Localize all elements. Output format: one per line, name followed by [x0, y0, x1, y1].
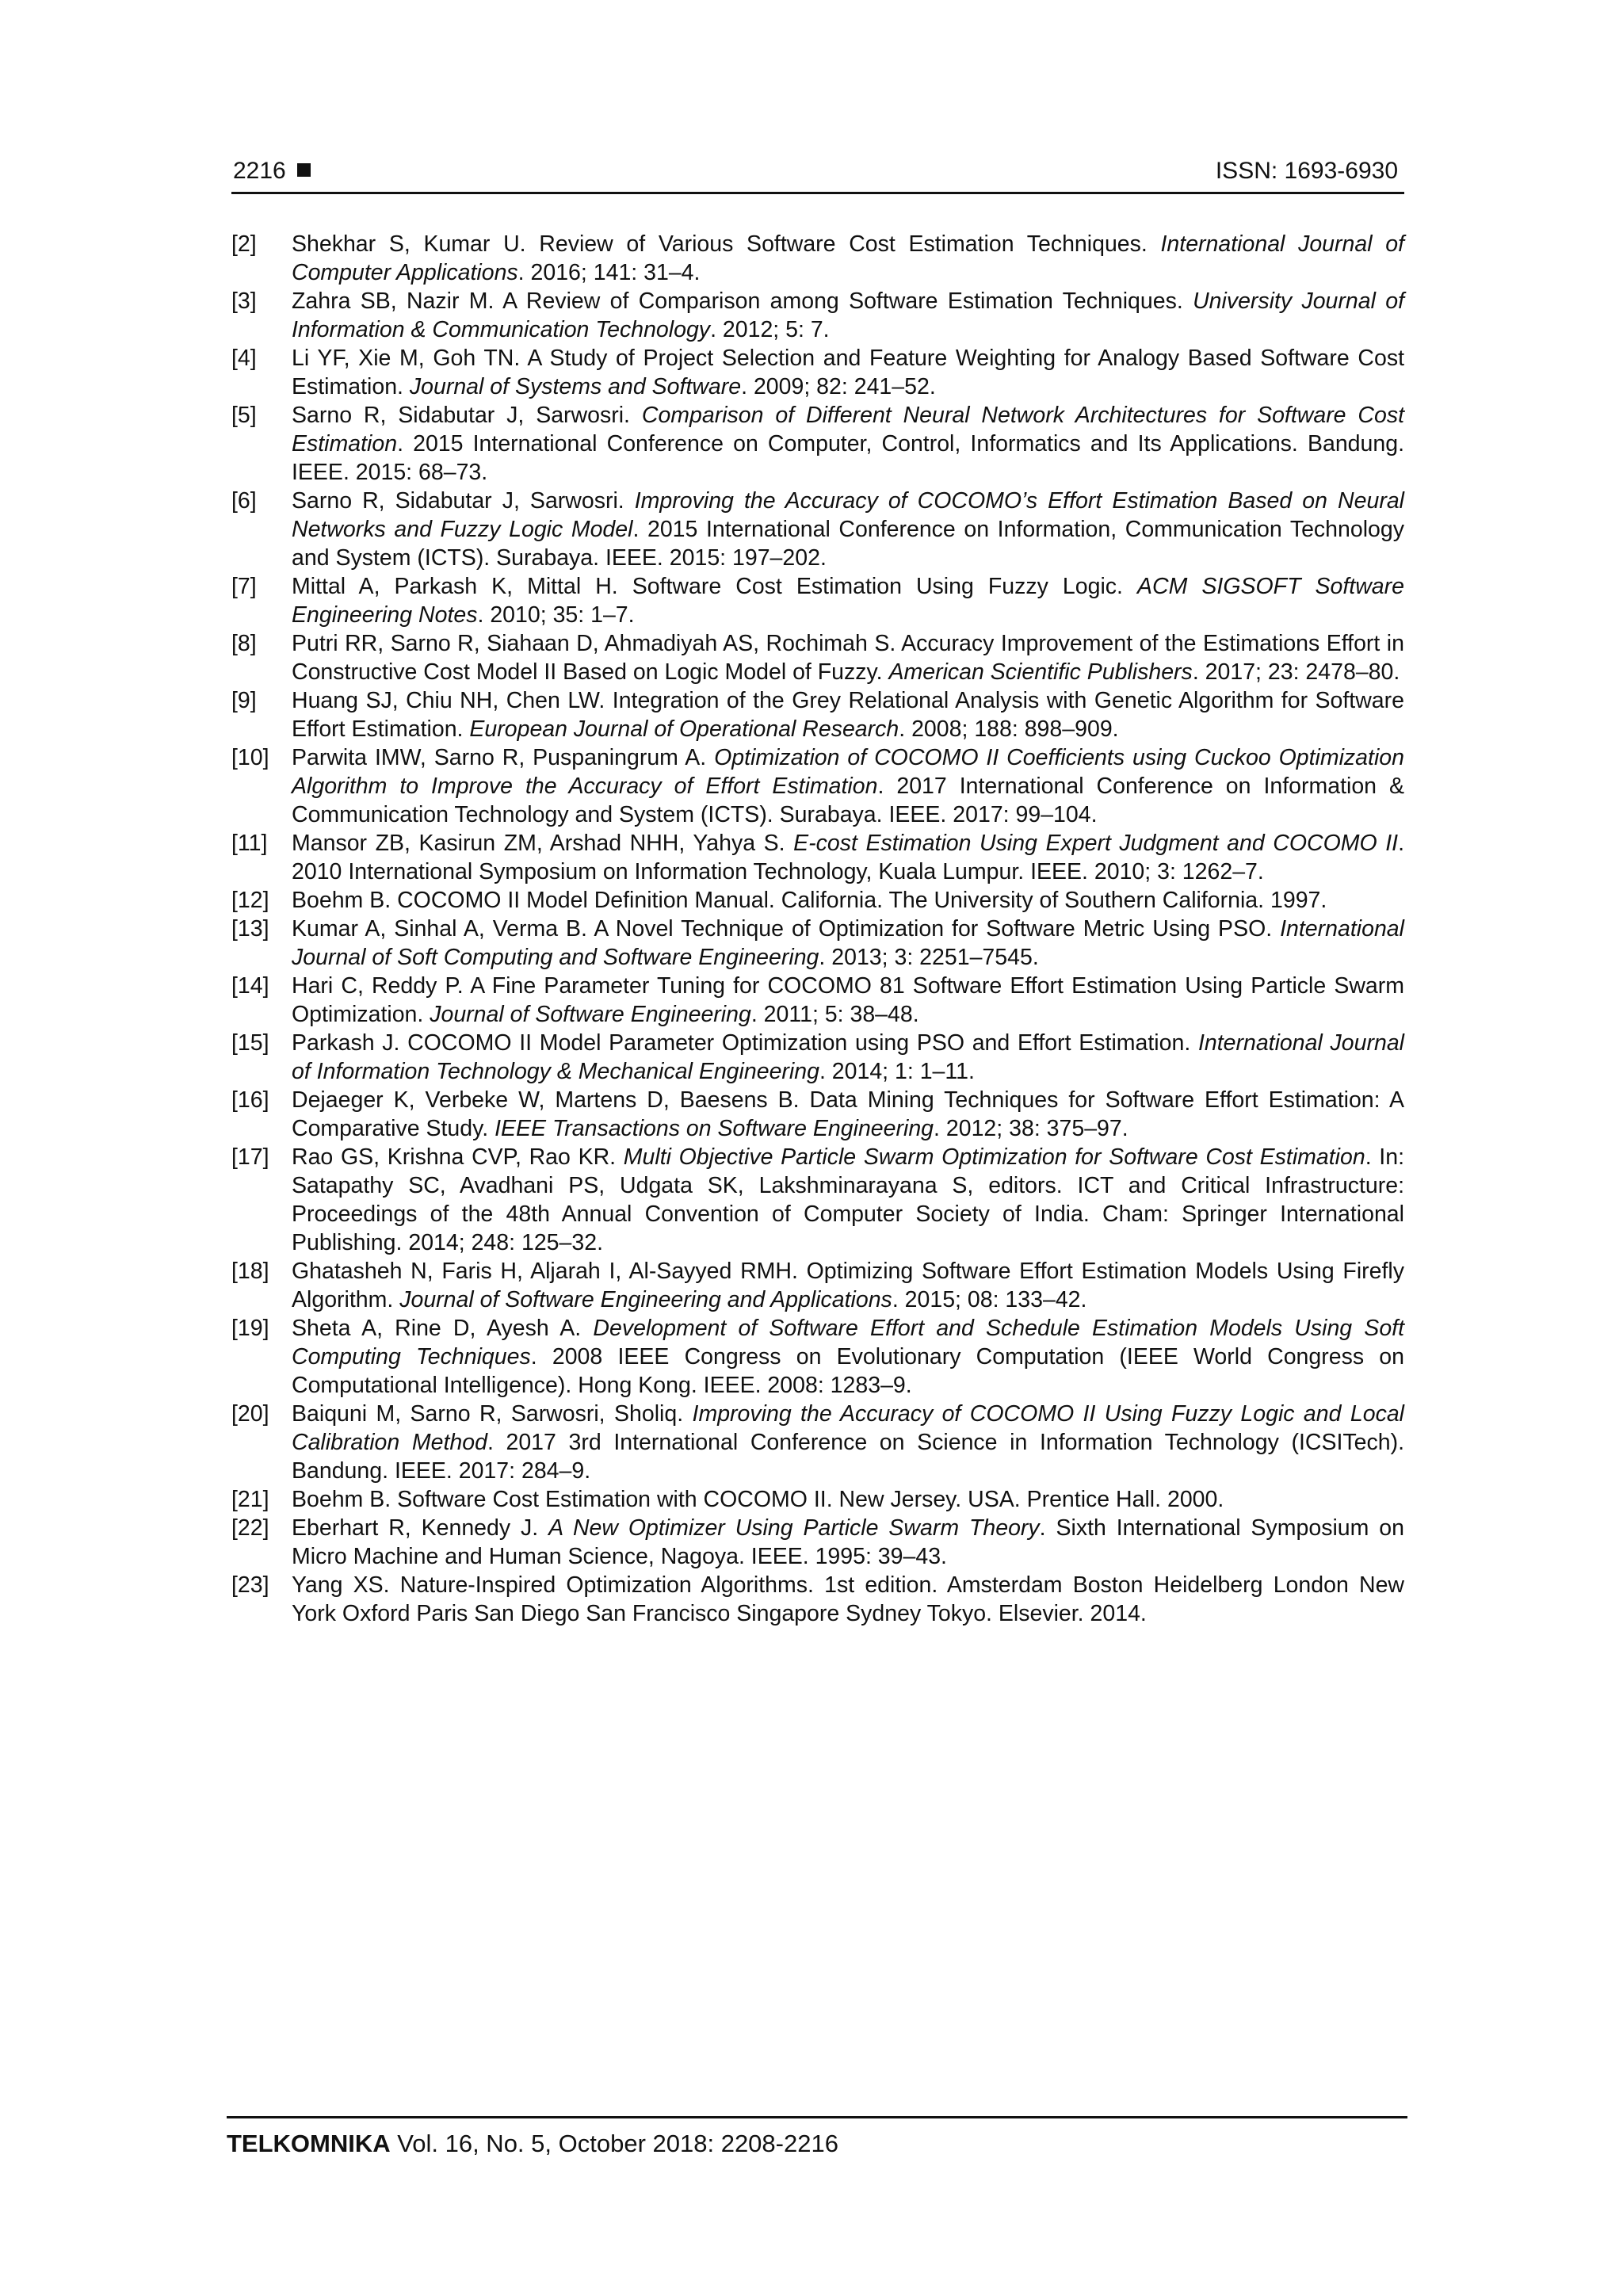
reference-number: [11]	[231, 831, 268, 856]
reference-number: [18]	[231, 1259, 269, 1284]
reference-italic-source: Multi Objective Particle Swarm Optimization for Software Cost Estimation	[623, 1144, 1365, 1170]
reference-text	[292, 1485, 1404, 1514]
reference-authors-title: Shekhar S, Kumar U. Review of Various Software Cost Estimation Techniques.	[292, 231, 1161, 257]
reference-text	[292, 230, 1404, 287]
reference-number: [5]	[231, 403, 257, 428]
reference-number: [9]	[231, 688, 257, 713]
reference-text	[292, 487, 1404, 572]
reference-text	[292, 572, 1404, 629]
reference-text	[292, 1514, 1404, 1571]
reference-number: [4]	[231, 346, 257, 371]
reference-publication-details: . 2009; 82: 241–52.	[741, 374, 936, 399]
reference-publication-details: . 2012; 5: 7.	[710, 317, 830, 342]
reference-number: [2]	[231, 231, 257, 257]
reference-item	[231, 487, 1404, 572]
reference-authors-title: Ghatasheh N, Faris H, Aljarah I, Al-Sayyed RMH. Optimizing Software Effort Estimation Models Using Firefly Algorithm.	[292, 1259, 1404, 1312]
reference-italic-source: Journal of Software Engineering and Applications	[399, 1287, 892, 1312]
reference-authors-title: Sarno R, Sidabutar J, Sarwosri.	[292, 488, 635, 514]
reference-italic-source: Optimization of COCOMO II Coefficients using Cuckoo Optimization Algorithm to Improve the Accuracy of Effort Estimation	[292, 745, 1404, 799]
reference-publication-details: . 2013; 3: 2251–7545.	[819, 945, 1039, 970]
reference-text	[292, 743, 1404, 829]
reference-item	[231, 1314, 1404, 1400]
reference-number: [20]	[231, 1401, 269, 1427]
reference-number: [19]	[231, 1316, 269, 1341]
reference-number: [7]	[231, 574, 257, 599]
bullet-square-icon	[297, 163, 311, 177]
reference-authors-title: Hari C, Reddy P. A Fine Parameter Tuning for COCOMO 81 Software Effort Estimation Using Particle Swarm Optimization.	[292, 973, 1404, 1027]
reference-italic-source: ACM SIGSOFT Software Engineering Notes	[292, 574, 1404, 628]
reference-item	[231, 1514, 1404, 1571]
reference-number: [15]	[231, 1030, 269, 1056]
reference-italic-source: International Journal of Soft Computing and Software Engineering	[292, 916, 1404, 970]
reference-item	[231, 1257, 1404, 1314]
reference-text	[292, 829, 1404, 886]
reference-number: [8]	[231, 631, 257, 656]
reference-authors-title: Sheta A, Rine D, Ayesh A.	[292, 1316, 594, 1341]
reference-item	[231, 1029, 1404, 1086]
reference-authors-title: Boehm B. COCOMO II Model Definition Manual. California. The University of Southern California. 1997.	[292, 888, 1327, 913]
reference-italic-source: Journal of Systems and Software	[409, 374, 742, 399]
reference-number: [16]	[231, 1087, 269, 1113]
reference-publication-details: . Sixth International Symposium on Micro Machine and Human Science, Nagoya. IEEE. 1995: 39–43.	[292, 1515, 1404, 1569]
reference-italic-source: IEEE Transactions on Software Engineering	[495, 1116, 934, 1141]
reference-authors-title: Huang SJ, Chiu NH, Chen LW. Integration of the Grey Relational Analysis with Genetic Algorithm for Software Effort Estimation.	[292, 688, 1404, 742]
reference-number: [3]	[231, 288, 257, 314]
reference-italic-source: International Journal of Information Technology & Mechanical Engineering	[292, 1030, 1404, 1084]
reference-item	[231, 287, 1404, 344]
reference-publication-details: . 2012; 38: 375–97.	[934, 1116, 1128, 1141]
reference-number: [22]	[231, 1515, 269, 1541]
reference-text	[292, 1143, 1404, 1257]
reference-publication-details: . 2010 International Symposium on Information Technology, Kuala Lumpur. IEEE. 2010; 3: 1262–7.	[292, 831, 1405, 884]
reference-text	[292, 1257, 1404, 1314]
reference-publication-details: . 2015 International Conference on Computer, Control, Informatics and Its Applications. Bandung. IEEE. 2015: 68–73.	[292, 431, 1404, 485]
reference-number: [17]	[231, 1144, 269, 1170]
reference-text	[292, 629, 1404, 686]
reference-authors-title: Boehm B. Software Cost Estimation with COCOMO II. New Jersey. USA. Prentice Hall. 2000.	[292, 1487, 1224, 1512]
reference-italic-source: A New Optimizer Using Particle Swarm Theory	[548, 1515, 1040, 1541]
reference-italic-source: Development of Software Effort and Schedule Estimation Models Using Soft Computing Techniques	[292, 1316, 1405, 1370]
reference-item	[231, 743, 1404, 829]
reference-authors-title: Parwita IMW, Sarno R, Puspaningrum A.	[292, 745, 715, 770]
reference-publication-details: . 2017 International Conference on Information & Communication Technology and System (ICTS). Surabaya. IEEE. 2017: 99–104.	[292, 774, 1404, 827]
reference-publication-details: . 2014; 1: 1–11.	[819, 1059, 975, 1084]
reference-italic-source: Improving the Accuracy of COCOMO II Using Fuzzy Logic and Local Calibration Method	[292, 1401, 1404, 1455]
reference-publication-details: . 2017 3rd International Conference on Science in Information Technology (ICSITech). Bandung. IEEE. 2017: 284–9.	[292, 1430, 1404, 1484]
reference-item	[231, 1400, 1404, 1485]
reference-text	[292, 915, 1404, 972]
reference-authors-title: Dejaeger K, Verbeke W, Martens D, Baesens B. Data Mining Techniques for Software Effort Estimation: A Comparative Study.	[292, 1087, 1404, 1141]
reference-publication-details: . 2015; 08: 133–42.	[892, 1287, 1087, 1312]
reference-number: [14]	[231, 973, 269, 999]
reference-publication-details: . 2011; 5: 38–48.	[750, 1002, 919, 1027]
reference-text	[292, 686, 1404, 743]
reference-item	[231, 1086, 1404, 1143]
reference-italic-source: European Journal of Operational Research	[469, 716, 899, 742]
reference-authors-title: Zahra SB, Nazir M. A Review of Comparison among Software Estimation Techniques.	[292, 288, 1193, 314]
reference-number: [23]	[231, 1572, 269, 1598]
reference-text	[292, 1400, 1404, 1485]
issn: ISSN: 1693-6930	[1215, 158, 1398, 184]
reference-list	[231, 230, 1404, 1628]
reference-item	[231, 1485, 1404, 1514]
reference-text	[292, 344, 1404, 401]
journal-details: Vol. 16, No. 5, October 2018: 2208-2216	[397, 2130, 838, 2157]
reference-item	[231, 344, 1404, 401]
reference-item	[231, 686, 1404, 743]
reference-authors-title: Li YF, Xie M, Goh TN. A Study of Project Selection and Feature Weighting for Analogy Based Software Cost Estimation.	[292, 346, 1404, 399]
reference-number: [10]	[231, 745, 269, 770]
reference-authors-title: Sarno R, Sidabutar J, Sarwosri.	[292, 403, 642, 428]
reference-publication-details: . 2008 IEEE Congress on Evolutionary Computation (IEEE World Congress on Computational Intelligence). Hong Kong. IEEE. 2008: 1283–9.	[292, 1344, 1404, 1398]
page-number: 2216	[233, 155, 311, 187]
reference-authors-title: Mansor ZB, Kasirun ZM, Arshad NHH, Yahya S.	[292, 831, 794, 856]
reference-italic-source: American Scientific Publishers	[888, 659, 1193, 685]
page-header	[231, 155, 1404, 194]
reference-italic-source: Comparison of Different Neural Network Architectures for Software Cost Estimation	[292, 403, 1405, 457]
reference-authors-title: Baiquni M, Sarno R, Sarwosri, Sholiq.	[292, 1401, 693, 1427]
reference-text	[292, 1029, 1404, 1086]
reference-publication-details: . 2016; 141: 31–4.	[517, 260, 701, 285]
reference-authors-title: Eberhart R, Kennedy J.	[292, 1515, 549, 1541]
reference-item	[231, 915, 1404, 972]
reference-authors-title: Rao GS, Krishna CVP, Rao KR.	[292, 1144, 624, 1170]
reference-text	[292, 1314, 1404, 1400]
reference-italic-source: Improving the Accuracy of COCOMO’s Effort Estimation Based on Neural Networks and Fuzzy Logic Model	[292, 488, 1404, 542]
reference-publication-details: . 2017; 23: 2478–80.	[1192, 659, 1400, 685]
reference-publication-details: . In: Satapathy SC, Avadhani PS, Udgata SK, Lakshminarayana S, editors. ICT and Critical Infrastructure: Proceedings of the 48th Annual Convention of Computer Society of India. Cham: Springer International Publishing. 2014; 248: 125–32.	[292, 1144, 1404, 1255]
reference-text	[292, 972, 1404, 1029]
reference-item	[231, 1571, 1404, 1628]
reference-publication-details: . 2008; 188: 898–909.	[899, 716, 1119, 742]
reference-number: [21]	[231, 1487, 269, 1512]
reference-text	[292, 1571, 1404, 1628]
reference-item	[231, 972, 1404, 1029]
reference-number: [6]	[231, 488, 257, 514]
reference-italic-source: International Journal of Computer Applications	[292, 231, 1404, 285]
reference-item	[231, 1143, 1404, 1257]
reference-authors-title: Parkash J. COCOMO II Model Parameter Optimization using PSO and Effort Estimation.	[292, 1030, 1198, 1056]
reference-authors-title: Yang XS. Nature-Inspired Optimization Algorithms. 1st edition. Amsterdam Boston Heidelberg London New York Oxford Paris San Diego San Francisco Singapore Sydney Tokyo. Elsevier. 2014.	[292, 1572, 1404, 1626]
reference-number: [13]	[231, 916, 269, 942]
reference-item	[231, 886, 1404, 915]
reference-italic-source: E-cost Estimation Using Expert Judgment and COCOMO II	[793, 831, 1399, 856]
reference-authors-title: Mittal A, Parkash K, Mittal H. Software Cost Estimation Using Fuzzy Logic.	[292, 574, 1138, 599]
reference-text	[292, 401, 1404, 487]
reference-item	[231, 829, 1404, 886]
reference-item	[231, 401, 1404, 487]
reference-item	[231, 629, 1404, 686]
reference-italic-source: Journal of Software Engineering	[430, 1002, 751, 1027]
reference-text	[292, 287, 1404, 344]
reference-text	[292, 886, 1404, 915]
reference-authors-title: Kumar A, Sinhal A, Verma B. A Novel Technique of Optimization for Software Metric Using PSO.	[292, 916, 1281, 942]
reference-number: [12]	[231, 888, 269, 913]
page-footer	[227, 2116, 1407, 2160]
reference-publication-details: . 2010; 35: 1–7.	[477, 602, 635, 628]
reference-text	[292, 1086, 1404, 1143]
reference-italic-source: University Journal of Information & Communication Technology	[292, 288, 1404, 342]
journal-name: TELKOMNIKA	[227, 2130, 391, 2157]
reference-item	[231, 572, 1404, 629]
reference-publication-details: . 2015 International Conference on Information, Communication Technology and System (ICTS). Surabaya. IEEE. 2015: 197–202.	[292, 517, 1404, 571]
reference-item	[231, 230, 1404, 287]
reference-authors-title: Putri RR, Sarno R, Siahaan D, Ahmadiyah AS, Rochimah S. Accuracy Improvement of the Estimations Effort in Constructive Cost Model II Based on Logic Model of Fuzzy.	[292, 631, 1404, 685]
